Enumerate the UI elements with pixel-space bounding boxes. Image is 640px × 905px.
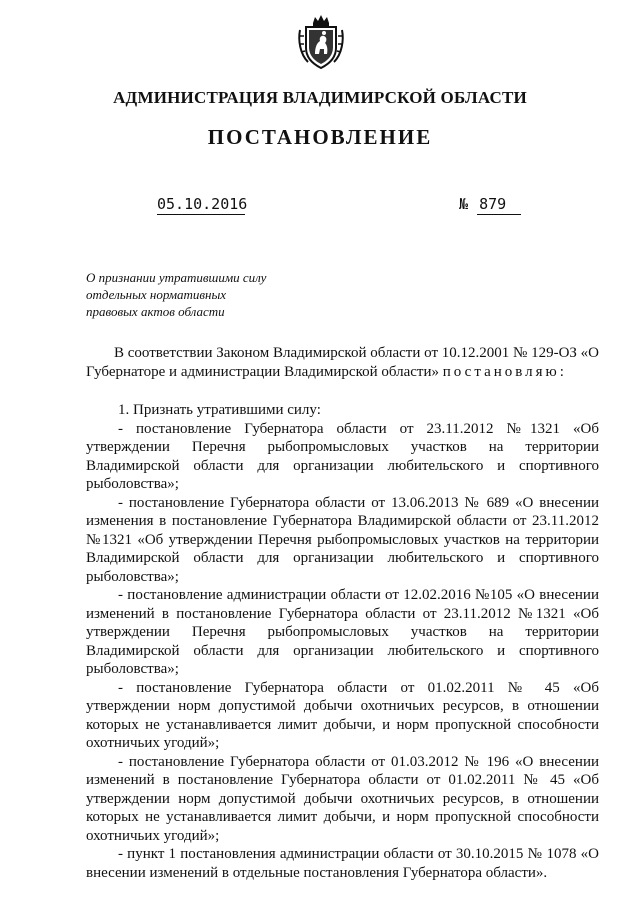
clause-item: - постановление Губернатора области от 23.11.2012 №1321 «Об утверждении Перечня рыбопромысловых участков на территории Владимирской области для организации любительского и спортивного рыболовства»; [86,420,599,492]
subject-line: отдельных нормативных [86,287,227,302]
subject-line: правовых актов области [86,304,225,319]
clause-item: - постановление Губернатора области от 13.06.2013 № 689 «О внесении изменения в постановление Губернатора Владимирской области от 23.11.2012 №1321 «Об утверждении Перечня рыбопромысловых участков на территории Владимирской области для организации любительского и спортивного рыболовства»; [86,494,599,585]
organization-title: АДМИНИСТРАЦИЯ ВЛАДИМИРСКОЙ ОБЛАСТИ [113,88,527,107]
document-number [459,195,521,215]
clause-item: - постановление администрации области от 12.02.2016 №105 «О внесении изменений в постановление Губернатора области от 23.11.2012 №1321 «Об утверждении Перечня рыбопромысловых участков на территории Владимирской области для организации любительского и спортивного рыболовства»; [86,587,599,677]
decree-word: постановляю: [442,363,567,380]
document-type-title: ПОСТАНОВЛЕНИЕ [207,125,433,149]
coat-of-arms-icon [296,14,346,70]
number-label: № [459,195,469,213]
preamble-paragraph [86,344,599,381]
document-subject [86,269,346,320]
clause-heading: 1. Признать утратившими силу: [118,402,321,418]
number-value: 879 [477,195,521,215]
clause-item: - пункт 1 постановления администрации области от 30.10.2015 № 1078 «О внесении изменений в отдельные постановления Губернатора области». [86,846,599,881]
subject-line: О признании утратившими силу [86,270,267,285]
document-body [86,344,599,882]
clause-item: - постановление Губернатора области от 01.03.2012 № 196 «О внесении изменений в постановление Губернатора области от 01.02.2011 № 45 «Об утверждении норм допустимой добычи охотничьих ресурсов, в отношении которых не устанавливается лимит добычи, и норм пропускной способности охотничьих угодий»; [86,753,599,844]
clause-item: - постановление Губернатора области от 01.02.2011 № 45 «Об утверждении норм допустимой добычи охотничьих ресурсов, в отношении которых не устанавливается лимит добычи, и норм пропускной способности охотничьих угодий»; [86,679,599,751]
preamble-text: В соответствии Законом Владимирской области от 10.12.2001 № 129-ОЗ «О Губернаторе и администрации Владимирской области» [86,345,599,380]
document-date: 05.10.2016 [157,195,248,213]
